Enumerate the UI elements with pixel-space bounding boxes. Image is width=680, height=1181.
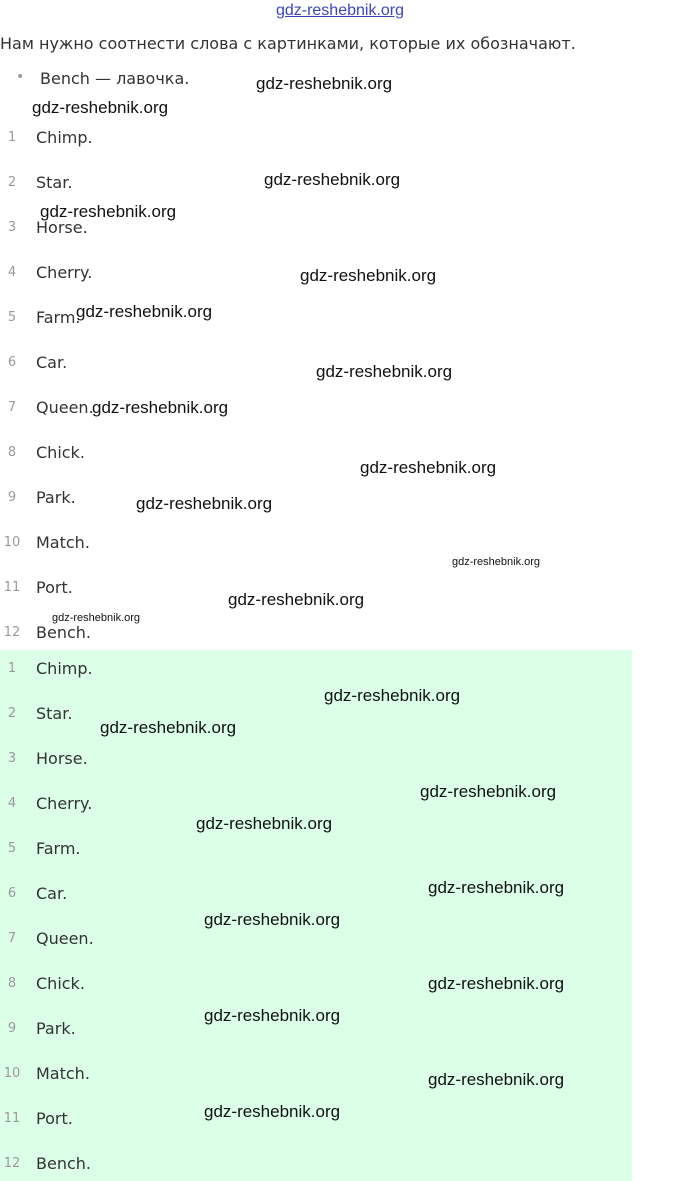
item-number: 3 — [7, 220, 17, 235]
item-number: 5 — [7, 841, 17, 856]
watermark: gdz-reshebnik.org — [32, 98, 169, 117]
item-number: 6 — [7, 886, 17, 901]
item-word: Horse. — [36, 218, 88, 237]
bullet-dot: • — [16, 69, 25, 85]
item-number: 2 — [7, 175, 17, 190]
site-link[interactable]: gdz-reshebnik.org — [275, 2, 405, 19]
watermark: gdz-reshebnik.org — [52, 612, 141, 624]
item-word: Horse. — [36, 749, 88, 768]
watermark: gdz-reshebnik.org — [196, 814, 333, 833]
watermark: gdz-reshebnik.org — [316, 362, 453, 381]
item-word: Bench. — [36, 1154, 91, 1173]
watermark: gdz-reshebnik.org — [92, 398, 229, 417]
item-word: Cherry. — [36, 263, 93, 282]
item-number: 7 — [7, 931, 17, 946]
item-word: Chick. — [36, 443, 85, 462]
watermark: gdz-reshebnik.org — [100, 718, 237, 737]
item-word: Match. — [36, 533, 90, 552]
item-number: 10 — [3, 535, 21, 550]
item-number: 8 — [7, 976, 17, 991]
watermark: gdz-reshebnik.org — [428, 1070, 565, 1089]
item-word: Queen. — [36, 929, 94, 948]
watermark: gdz-reshebnik.org — [428, 974, 565, 993]
watermark: gdz-reshebnik.org — [228, 590, 365, 609]
item-word: Chimp. — [36, 128, 93, 147]
item-word: Match. — [36, 1064, 90, 1083]
item-word: Chimp. — [36, 659, 93, 678]
item-number: 3 — [7, 751, 17, 766]
item-number: 9 — [7, 490, 17, 505]
item-number: 6 — [7, 355, 17, 370]
item-word: Bench. — [36, 623, 91, 642]
item-word: Park. — [36, 488, 76, 507]
intro-text: Нам нужно соотнести слова с картинками, которые их обозначают. — [0, 34, 576, 53]
watermark: gdz-reshebnik.org — [264, 170, 401, 189]
item-word: Queen. — [36, 398, 94, 417]
watermark: gdz-reshebnik.org — [360, 458, 497, 477]
watermark: gdz-reshebnik.org — [204, 1102, 341, 1121]
item-word: Farm. — [36, 839, 81, 858]
item-number: 4 — [7, 265, 17, 280]
bullet-text: Bench — лавочка. — [40, 69, 190, 88]
item-number: 1 — [7, 661, 17, 676]
item-word: Farm. — [36, 308, 81, 327]
watermark: gdz-reshebnik.org — [204, 910, 341, 929]
item-word: Port. — [36, 578, 73, 597]
item-word: Port. — [36, 1109, 73, 1128]
item-word: Chick. — [36, 974, 85, 993]
item-word: Star. — [36, 173, 73, 192]
item-word: Car. — [36, 353, 68, 372]
item-word: Star. — [36, 704, 73, 723]
item-number: 1 — [7, 130, 17, 145]
watermark: gdz-reshebnik.org — [300, 266, 437, 285]
item-word: Park. — [36, 1019, 76, 1038]
item-number: 9 — [7, 1021, 17, 1036]
item-number: 11 — [3, 580, 21, 595]
watermark: gdz-reshebnik.org — [40, 202, 177, 221]
item-number: 2 — [7, 706, 17, 721]
item-word: Cherry. — [36, 794, 93, 813]
watermark: gdz-reshebnik.org — [452, 556, 541, 568]
item-number: 12 — [3, 625, 21, 640]
watermark: gdz-reshebnik.org — [324, 686, 461, 705]
watermark: gdz-reshebnik.org — [136, 494, 273, 513]
item-number: 10 — [3, 1066, 21, 1081]
item-word: Car. — [36, 884, 68, 903]
item-number: 11 — [3, 1111, 21, 1126]
item-number: 8 — [7, 445, 17, 460]
watermark: gdz-reshebnik.org — [76, 302, 213, 321]
item-number: 4 — [7, 796, 17, 811]
watermark: gdz-reshebnik.org — [420, 782, 557, 801]
watermark: gdz-reshebnik.org — [428, 878, 565, 897]
watermark: gdz-reshebnik.org — [256, 74, 393, 93]
item-number: 7 — [7, 400, 17, 415]
item-number: 5 — [7, 310, 17, 325]
watermark: gdz-reshebnik.org — [204, 1006, 341, 1025]
item-number: 12 — [3, 1156, 21, 1171]
